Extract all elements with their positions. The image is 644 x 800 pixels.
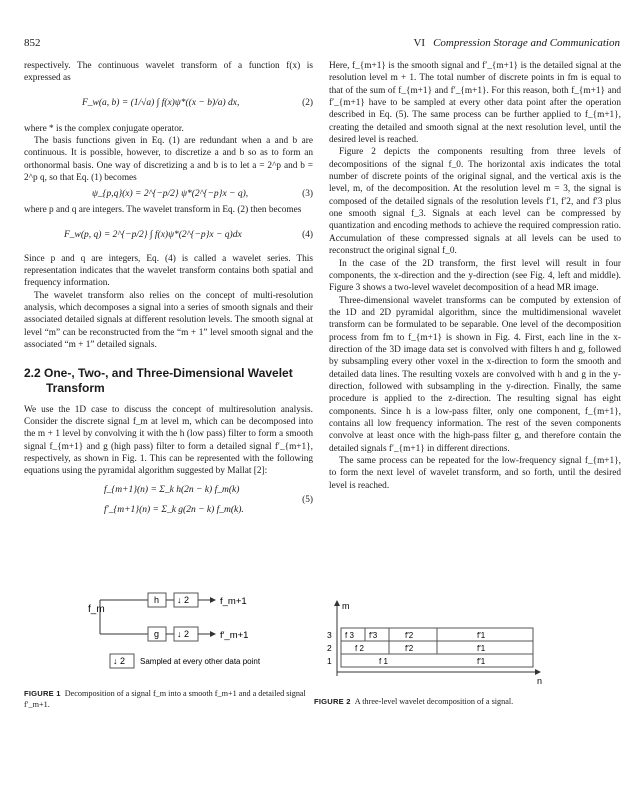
cell-f3-detail: f′3 [369, 631, 378, 640]
level-label: 1 [327, 656, 332, 666]
equation-5 [24, 478, 313, 522]
filter-g-label: g [154, 629, 160, 639]
equation-3 [24, 184, 313, 204]
paragraph: Three-dimensional wavelet transforms can be computed by extension of the 1D and 2D pyramidal algorithm, since the multidimensional wavelet transform can be formulated to be separable. One level of the decomposition process from fm to f_{m+1} is shown in Fig. 4. First, each line in the x-direction of the 3D image data set is convolved with filters h and g, followed by subsampling every other voxel in the x-direction to form the smooth and detailed data lines. The resulting voxels are convolved with h and g in the y-direction, followed with subsampling in the y-direction. Finally, the same procedure is applied to the z-direction. The resulting signal has eight components. Since h is a low-pass filter, only one component, f_{m+1}, contains all low frequency information. The rest of the seven components convolve at least once with the high-pass filter g, and therefore contain the detailed signals f′_{m+1} in different directions. [329, 295, 621, 454]
filter-h-label: h [154, 595, 160, 605]
caption-label: FIGURE 2 [314, 697, 351, 706]
equation-number: (5) [302, 494, 313, 505]
smooth-output-label: f_m+1 [220, 596, 247, 607]
section-header [413, 37, 620, 49]
paragraph: In the case of the 2D transform, the first level will result in four components, the x-direction and the y-direction (see Fig. 4, left and middle). Figure 3 shows a two-level wavelet decomposition of a head MR image. [329, 258, 621, 294]
left-column [24, 60, 313, 522]
section-heading [24, 366, 313, 396]
level-label: 2 [327, 643, 332, 653]
equation-2 [24, 85, 313, 123]
x-axis-label: n [537, 676, 543, 686]
detail-output-label: f′_m+1 [220, 630, 249, 641]
figure-2-caption [314, 696, 614, 707]
input-signal-label: f_m [88, 604, 105, 615]
equation-text: F_w(a, b) = (1/√a) ∫ f(x)ψ*((x − b)/a) dx, [82, 97, 240, 108]
equation-line-a: f_{m+1}(n) = Σ_k h(2n − k) f_m(k) [104, 484, 240, 495]
cell-f1: f 1 [379, 657, 388, 666]
cell-f2-detail: f′2 [405, 631, 414, 640]
section-title: Compression Storage and Communication [433, 37, 620, 49]
figure-1-diagram [80, 588, 300, 670]
downsample-label: ↓ 2 [177, 595, 190, 605]
cell-f2-detail: f′2 [405, 644, 414, 653]
paragraph: respectively. The continuous wavelet transform of a function f(x) is expressed as [24, 61, 313, 84]
paragraph: The same process can be repeated for the low-frequency signal f_{m+1}, to form the next level of wavelet transform, and so forth, until the desired level is reached. [329, 456, 621, 491]
legend-text: Sampled at every other data point [140, 657, 261, 666]
paragraph: where p and q are integers. The wavelet transform in Eq. (2) then becomes [24, 205, 302, 216]
equation-number: (2) [302, 97, 313, 108]
x-axis-arrow-icon [535, 669, 541, 675]
legend-downsample-label: ↓ 2 [113, 656, 126, 666]
caption-text: Decomposition of a signal f_m into a smooth f_m+1 and a detailed signal f′_m+1. [24, 689, 306, 709]
paragraph: Figure 2 depicts the components resulting from three levels of decompositions of the signal f_0. The horizontal axis indicates the total number of discrete points of the original signal, and the vertical axis is the level, m, of the decomposition. At the resolution level m = 3, the signal is composed of the detailed signals of the resolution levels f′1, f′2, and f′3 plus one smooth signal f_3. Signals at each level can be compressed by quantization and encoding methods to achieve the required compression ratio. Accumulation of these compressed signals at all levels can be used to reconstruct the original signal f_0. [329, 147, 621, 257]
y-axis-arrow-icon [334, 600, 340, 606]
downsample-label: ↓ 2 [177, 629, 190, 639]
arrow-head-icon [210, 631, 216, 637]
equation-4 [24, 217, 313, 253]
cell-f1-detail: f′1 [477, 644, 486, 653]
running-header [24, 37, 620, 51]
page-number: 852 [24, 37, 41, 49]
paragraph: We use the 1D case to discuss the concept of multiresolution analysis. Consider the discrete signal f_m at level m, which can be decomposed into the m + 1 level by convolving it with the h (low pass) filter to form a smooth signal f_{m+1} and g (high pass) filter to form a detailed signal f′_{m+1}, respectively, as shown in Fig. 1. This can be represented with the following equations using the pyramidal algorithm suggested by Mallat [2]: [24, 404, 313, 477]
paragraph: The basis functions given in Eq. (1) are redundant when a and b are continuous. It is possible, however, to discretize a and b so as to form an orthonormal basis. One way of discretizing a and b is to let a = 2^p and b = 2^p q, so that Eq. (1) becomes [24, 136, 313, 184]
equation-number: (3) [302, 189, 313, 200]
arrow-head-icon [210, 597, 216, 603]
paragraph: The wavelet transform also relies on the concept of multi-resolution analysis, which decomposes a signal into a series of smooth signals and their associated detailed signals at different resolution levels. The smooth signal at level “m” can be reconstructed from the “m + 1” level smooth signal and the associated “m + 1” detailed signals. [24, 290, 313, 351]
paragraph: Here, f_{m+1} is the smooth signal and f′_{m+1} is the detailed signal at the resolution level m + 1. The total number of discrete points in fm is equal to that of the sum of f_{m+1} and f′_{m+1}. For this reason, both f_{m+1} and f′_{m+1} have to be sampled at every other data point after the operation described in Eq. (5). The same process can be further applied to f_{m+1}, creating the detailed and smooth signal at the next resolution level, until the desired level is reached. [329, 61, 621, 146]
cell-f1-detail: f′1 [477, 631, 486, 640]
heading-line-2: Transform [46, 380, 105, 395]
figure-2-diagram [325, 598, 555, 688]
equation-line-b: f′_{m+1}(n) = Σ_k g(2n − k) f_m(k). [104, 504, 244, 515]
paragraph: Since p and q are integers, Eq. (4) is called a wavelet series. This representation indicates that the wavelet transform contains both spatial and frequency information. [24, 253, 313, 289]
heading-line-1: 2.2 One-, Two-, and Three-Dimensional Wavelet [24, 365, 293, 380]
caption-label: FIGURE 1 [24, 689, 61, 698]
level-label: 3 [327, 630, 332, 640]
figure-1-caption [24, 688, 314, 710]
cell-f3: f 3 [345, 631, 354, 640]
equation-number: (4) [302, 229, 313, 240]
part-number: VI [413, 37, 426, 49]
equation-text: ψ_{p,q}(x) = 2^{−p/2} ψ*(2^{−p}x − q), [92, 189, 249, 200]
caption-text: A three-level wavelet decomposition of a signal. [354, 697, 514, 706]
cell-f1-detail: f′1 [477, 657, 486, 666]
paragraph: where * is the complex conjugate operator. [24, 123, 184, 134]
right-column [329, 60, 621, 492]
cell-f2: f 2 [355, 644, 364, 653]
y-axis-label: m [342, 601, 350, 611]
equation-text: F_w(p, q) = 2^{−p/2} ∫ f(x)ψ*(2^{−p}x − q)dx [64, 229, 242, 240]
